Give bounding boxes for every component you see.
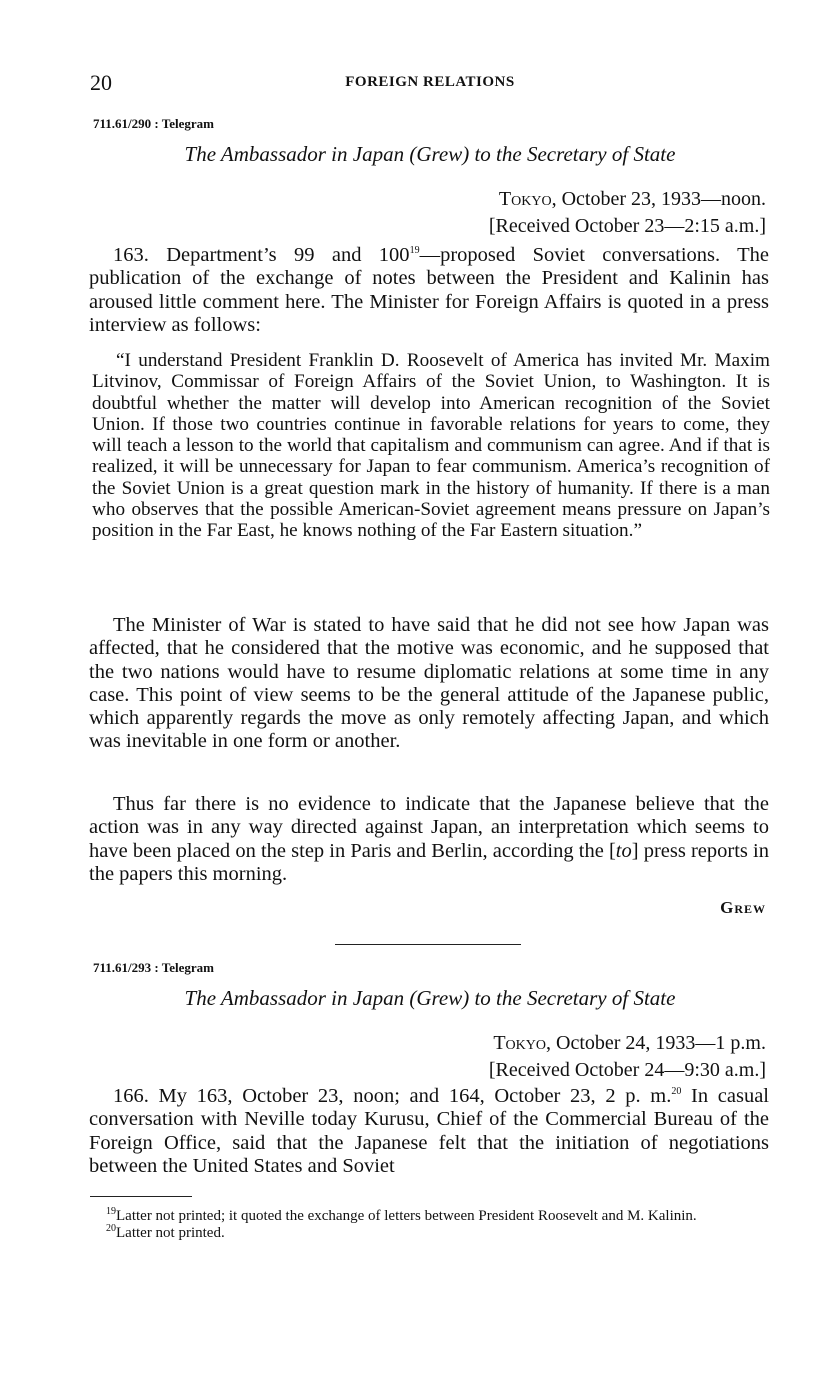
page-number: 20 (90, 70, 112, 95)
signature-grew: Grew (720, 898, 766, 917)
place-2: Tokyo (493, 1032, 547, 1054)
footnote-text: Latter not printed; it quoted the exchange of letters between President Roosevelt and M. Kalinin. (116, 1208, 697, 1224)
footnote-mark: 19 (106, 1206, 116, 1217)
date-2: , October 24, 1933—1 p.m. (546, 1032, 766, 1054)
paragraph-minister-of-war: The Minister of War is stated to have said that he did not see how Japan was affected, that he considered that the motive was economic, and he supposed that the two nations would have to resume diplomatic relations at some time in any case. This point of view seems to be the general attitude of the Japanese public, which apparently regards the move as only remotely affecting Japan, and which was inevitable in one form or another. (89, 614, 769, 753)
date-line-1 (489, 186, 766, 213)
received-line-2: [Received October 24—9:30 a.m.] (488, 1059, 766, 1081)
editorial-insert: to (615, 839, 632, 862)
footnote-rule (90, 1196, 192, 1197)
paragraph-text: 166. My 163, October 23, noon; and 164, October 23, 2 p. m. (113, 1085, 672, 1107)
running-head: FOREIGN RELATIONS (345, 74, 515, 90)
document-title-1: The Ambassador in Japan (Grew) to the Secretary of State (184, 142, 676, 166)
received-line-1: [Received October 23—2:15 a.m.] (488, 215, 766, 237)
footnote-19 (90, 1208, 766, 1225)
file-reference-2: 711.61/293 : Telegram (93, 960, 214, 975)
footnote-20 (90, 1225, 766, 1242)
footnote-ref-20: 20 (671, 1086, 682, 1098)
paragraph-text: ] press reports in the papers this morning. (89, 839, 769, 885)
paragraph-163-intro (89, 244, 769, 337)
paragraph-text: In casual conversation with Neville today Kurusu, Chief of the Commercial Bureau of the Foreign Office, said that the Japanese felt that the initiation of negotiations between the United States and Soviet (89, 1085, 769, 1177)
block-quote: “I understand President Franklin D. Roosevelt of America has invited Mr. Maxim Litvinov, Commissar of Foreign Affairs of the Soviet Union, to Washington. It is doubtful whether the matter will develop into American recognition of the Soviet Union. If those two countries continue in favorable relations for years to come, they will teach a lesson to the world that capitalism and communism can agree. And if that is realized, it will be unnecessary for Japan to fear communism. America’s recognition of the Soviet Union is a great question mark in the history of humanity. If there is a man who observes that the possible American-Soviet agreement means pressure on Japan’s position in the Far East, he knows nothing of the Far Eastern situation.” (92, 350, 770, 542)
date-line-2 (489, 1030, 766, 1057)
paragraph-text: —proposed Soviet conversations. The publication of the exchange of notes between the President and Kalinin has aroused little comment here. The Minister for Foreign Affairs is quoted in a press interview as follows: (89, 244, 769, 336)
dateline-2 (489, 1030, 766, 1084)
section-divider (335, 944, 521, 945)
paragraph-text: 163. Department’s 99 and 100 (113, 244, 410, 266)
place-1: Tokyo (498, 188, 552, 210)
file-reference-1: 711.61/290 : Telegram (93, 116, 214, 131)
document-title-2: The Ambassador in Japan (Grew) to the Secretary of State (184, 986, 676, 1010)
paragraph-thus-far (89, 793, 769, 886)
paragraph-166 (89, 1085, 769, 1178)
footnote-mark: 20 (106, 1223, 116, 1234)
footnote-text: Latter not printed. (116, 1225, 225, 1241)
footnotes (90, 1208, 766, 1242)
dateline-1 (489, 186, 766, 240)
page-header (90, 70, 770, 100)
paragraph-text: Thus far there is no evidence to indicate that the Japanese believe that the action was in any way directed against Japan, an interpretation which seems to have been placed on the step in Paris and Berlin, according the [ (89, 793, 769, 862)
footnote-ref-19: 19 (409, 245, 420, 257)
date-1: , October 23, 1933—noon. (551, 188, 766, 210)
